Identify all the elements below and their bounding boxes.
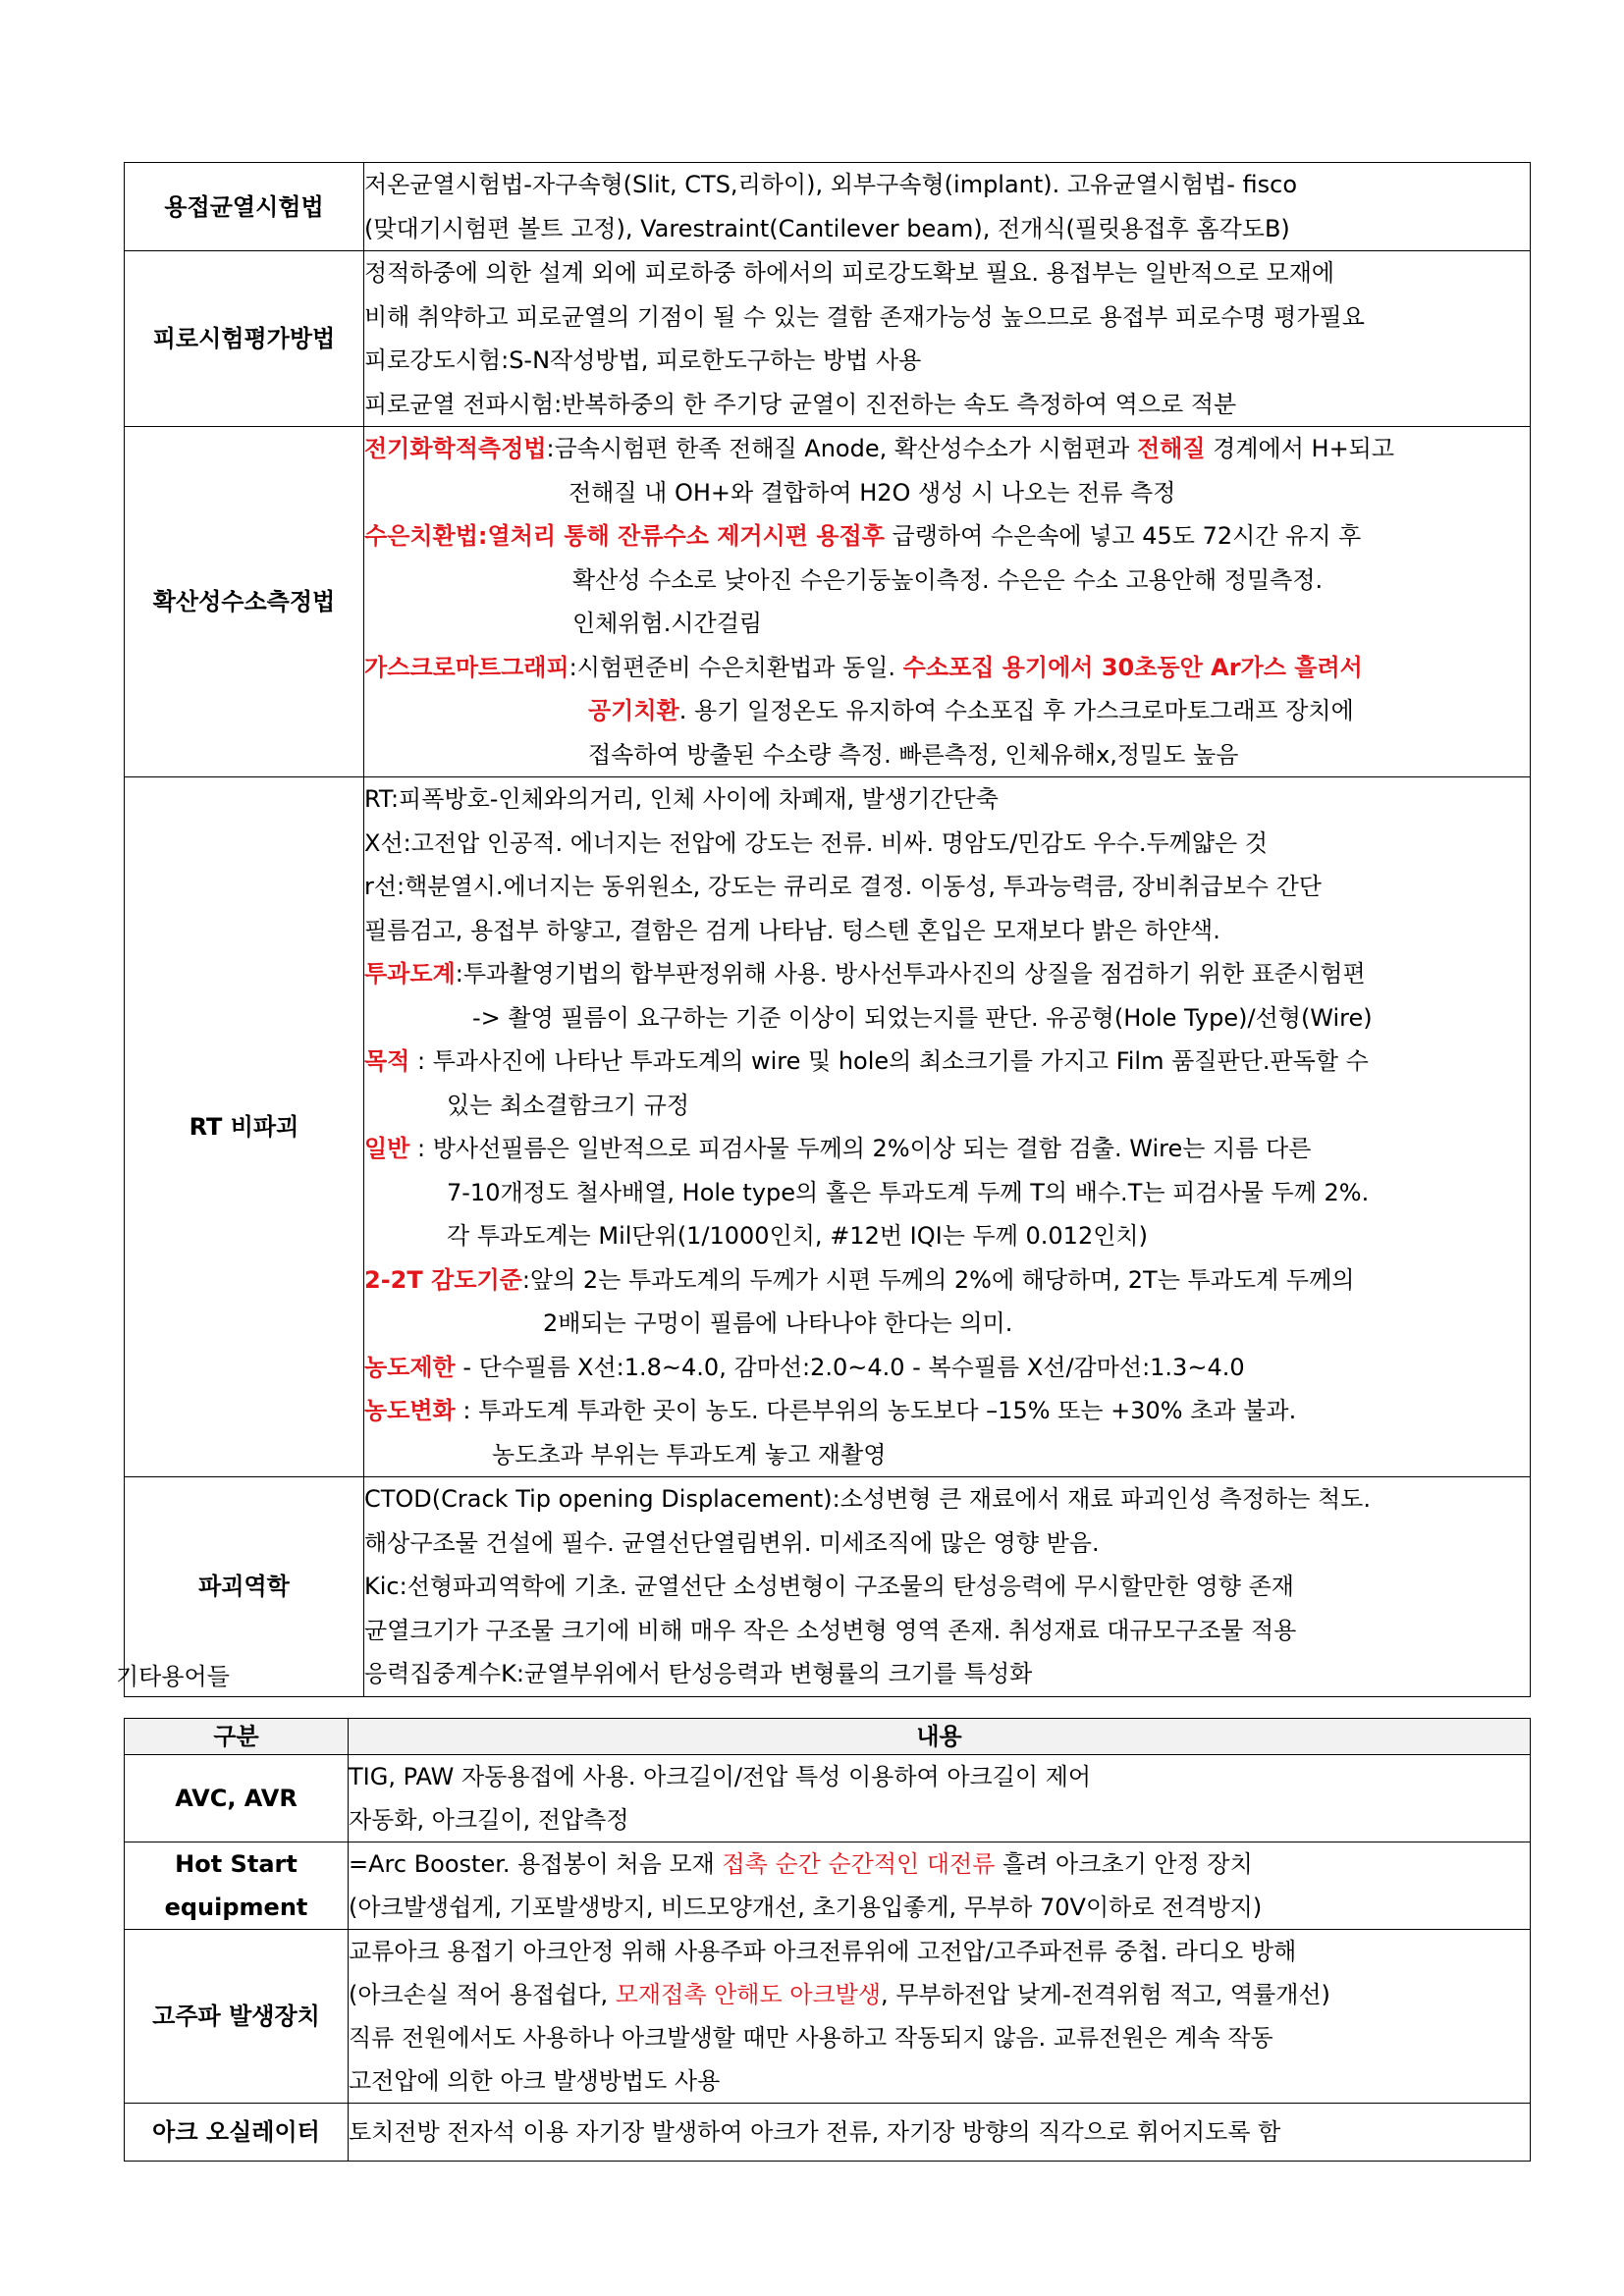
content-text: :시험편준비 수은치환법과 동일. xyxy=(568,653,903,681)
row-content-avc xyxy=(349,1755,1531,1842)
content-text: 경계에서 H+되고 xyxy=(1205,435,1395,462)
content-line: 직류 전원에서도 사용하나 아크발생할 때만 사용하고 작동되지 않음. 교류전원은 계속 작동 xyxy=(349,2024,1273,2052)
highlight-text: 모재접촉 안해도 아크발생 xyxy=(615,1981,881,2008)
content-line: 교류아크 용접기 아크안정 위해 사용주파 아크전류위에 고전압/고주파전류 중첩. 라디오 방해 xyxy=(349,1938,1297,1965)
content-line xyxy=(364,1346,1530,1390)
content-text: : 방사선필름은 일반적으로 피검사물 두께의 2%이상 되는 결함 검출. Wire는 지름 다른 xyxy=(409,1135,1312,1162)
content-line: 농도초과 부위는 투과도계 놓고 재촬영 xyxy=(492,1440,887,1468)
row-content-hot-start xyxy=(349,1842,1531,1930)
highlight-text: 가스크로마트그래피 xyxy=(364,653,569,681)
content-line: 확산성 수소로 낮아진 수은기둥높이측정. 수은은 수소 고용안해 정밀측정. xyxy=(572,565,1324,594)
table-header-row xyxy=(125,1719,1531,1755)
content-line: 피로강도시험:S-N작성방법, 피로한도구하는 방법 사용 xyxy=(364,347,922,374)
row-label-hydrogen: 확산성수소측정법 xyxy=(125,427,364,777)
content-line: 토치전방 전자석 이용 자기장 발생하여 아크가 전류, 자기장 방향의 직각으로 휘어지도록 함 xyxy=(349,2118,1281,2146)
highlight-text: 전해질 xyxy=(1136,435,1206,462)
section-title: 기타용어들 xyxy=(116,1663,230,1690)
content-line: RT:피폭방호-인체와의거리, 인체 사이에 차폐재, 발생기간단축 xyxy=(364,785,999,813)
row-content-rt xyxy=(364,777,1531,1477)
content-text: : 투과사진에 나타난 투과도계의 wire 및 hole의 최소크기를 가지고 Film 품질판단.판독할 수 xyxy=(409,1047,1369,1075)
content-line xyxy=(364,689,1530,733)
content-line: (아크발생쉽게, 기포발생방지, 비드모양개선, 초기용입좋게, 무부하 70V이하로 전격방지) xyxy=(349,1894,1263,1921)
table-row xyxy=(125,1842,1531,1930)
content-line: TIG, PAW 자동용접에 사용. 아크길이/전압 특성 이용하여 아크길이 제어 xyxy=(349,1763,1092,1790)
content-line: 각 투과도계는 Mil단위(1/1000인치, #12번 IQI는 두께 0.012인치) xyxy=(447,1222,1148,1250)
row-label-weld-crack: 용접균열시험법 xyxy=(125,163,364,251)
row-content-hf-generator xyxy=(349,1930,1531,2104)
content-line: 비해 취약하고 피로균열의 기점이 될 수 있는 결함 존재가능성 높으므로 용접부 피로수명 평가필요 xyxy=(364,302,1365,331)
row-content-fracture xyxy=(364,1477,1531,1697)
content-line: 자동화, 아크길이, 전압측정 xyxy=(349,1806,629,1834)
content-line xyxy=(364,952,1530,996)
content-line: 접속하여 방출된 수소량 측정. 빠른측정, 인체유해x,정밀도 높음 xyxy=(588,740,1239,769)
column-header-category: 구분 xyxy=(125,1719,349,1755)
content-line: 정적하중에 의한 설계 외에 피로하중 하에서의 피로강도확보 필요. 용접부는 일반적으로 모재에 xyxy=(364,259,1335,287)
content-line: 필름검고, 용접부 하얗고, 결함은 검게 나타남. 텅스텐 혼입은 모재보다 밝은 하얀색. xyxy=(364,916,1220,944)
content-line xyxy=(364,1389,1530,1433)
content-line: -> 촬영 필름이 요구하는 기준 이상이 되었는지를 판단. 유공형(Hole Type)/선형(Wire) xyxy=(472,1003,1373,1032)
content-text: : 투과도계 투과한 곳이 농도. 다른부위의 농도보다 –15% 또는 +30% 초과 불과. xyxy=(455,1397,1297,1424)
content-line: 고전압에 의한 아크 발생방법도 사용 xyxy=(349,2067,721,2095)
highlight-text: 2-2T 감도기준 xyxy=(364,1265,522,1294)
content-text: - 단수필름 X선:1.8~4.0, 감마선:2.0~4.0 - 복수필름 X선/감마선:1.3~4.0 xyxy=(455,1353,1245,1381)
row-content-weld-crack xyxy=(364,163,1531,251)
content-line xyxy=(364,514,1530,559)
row-label-fracture: 파괴역학 xyxy=(125,1477,364,1697)
content-line: 있는 최소결함크기 규정 xyxy=(447,1091,690,1119)
table-row xyxy=(125,1755,1531,1842)
table-row xyxy=(125,2104,1531,2162)
highlight-text: 농도변화 xyxy=(364,1397,456,1424)
highlight-text: 목적 xyxy=(364,1047,410,1075)
highlight-text: 수은치환법:열처리 통해 잔류수소 제거시편 용접후 xyxy=(364,522,885,550)
table-row xyxy=(125,777,1531,1477)
content-line: (맞대기시험편 볼트 고정), Varestraint(Cantilever beam), 전개식(필릿용접후 홈각도B) xyxy=(364,214,1290,242)
table-row xyxy=(125,251,1531,427)
content-text: 급랭하여 수은속에 넣고 45도 72시간 유지 후 xyxy=(884,522,1362,550)
content-line: 2배되는 구멍이 필름에 나타나야 한다는 의미. xyxy=(543,1309,1013,1337)
content-line: 응력집중계수K:균열부위에서 탄성응력과 변형률의 크기를 특성화 xyxy=(364,1660,1033,1687)
highlight-text: 공기치환 xyxy=(588,697,679,724)
content-line xyxy=(349,1842,1530,1886)
table-row xyxy=(125,163,1531,251)
highlight-text: 투과도계 xyxy=(364,960,456,988)
column-header-content: 내용 xyxy=(349,1719,1531,1755)
content-line xyxy=(364,427,1530,471)
table-row xyxy=(125,1477,1531,1697)
content-text: (아크손실 적어 용접쉽다, xyxy=(349,1981,616,2008)
row-label-avc: AVC, AVR xyxy=(125,1755,349,1842)
content-line: X선:고전압 인공적. 에너지는 전압에 강도는 전류. 비싸. 명암도/민감도 우수.두께얇은 것 xyxy=(364,828,1269,857)
content-line: 7-10개정도 철사배열, Hole type의 홀은 투과도계 두께 T의 배수.T는 피검사물 두께 2%. xyxy=(447,1178,1370,1206)
row-content-arc-oscillator xyxy=(349,2104,1531,2162)
content-line xyxy=(364,1040,1530,1084)
content-line: 균열크기가 구조물 크기에 비해 매우 작은 소성변형 영역 존재. 취성재료 대규모구조물 적용 xyxy=(364,1616,1297,1644)
highlight-text: 접촉 순간 순간적인 대전류 xyxy=(722,1850,996,1878)
content-line xyxy=(364,646,1530,690)
content-line xyxy=(364,1258,1530,1303)
content-line: 해상구조물 건설에 필수. 균열선단열림변위. 미세조직에 많은 영향 받음. xyxy=(364,1528,1100,1557)
row-label-hot-start xyxy=(125,1842,349,1930)
content-line: Kic:선형파괴역학에 기초. 균열선단 소성변형이 구조물의 탄성응력에 무시할만한 영향 존재 xyxy=(364,1573,1294,1600)
content-line: 전해질 내 OH+와 결합하여 H2O 생성 시 나오는 전류 측정 xyxy=(568,478,1176,507)
content-text: :금속시험편 한족 전해질 Anode, 확산성수소가 시험편과 xyxy=(546,435,1137,462)
label-line: equipment xyxy=(164,1894,308,1921)
content-text: , 무부하전압 낮게-전격위험 적고, 역률개선) xyxy=(881,1981,1330,2008)
other-terms-table xyxy=(124,1718,1531,2162)
content-text: :투과촬영기법의 합부판정위해 사용. 방사선투과사진의 상질을 점검하기 위한 표준시험편 xyxy=(455,960,1366,988)
content-line xyxy=(364,1127,1530,1171)
highlight-text: 수소포집 용기에서 30초동안 Ar가스 흘려서 xyxy=(902,653,1363,681)
content-line: 인체위험.시간걸림 xyxy=(572,610,763,637)
highlight-text: 농도제한 xyxy=(364,1353,456,1381)
content-text: . 용기 일정온도 유지하여 수소포집 후 가스크로마토그래프 장치에 xyxy=(678,697,1354,724)
table-row xyxy=(125,1930,1531,2104)
content-text: 흘려 아크초기 안정 장치 xyxy=(995,1850,1253,1878)
row-label-fatigue: 피로시험평가방법 xyxy=(125,251,364,427)
content-line: CTOD(Crack Tip opening Displacement):소성변형 큰 재료에서 재료 파괴인성 측정하는 척도. xyxy=(364,1485,1371,1513)
row-label-rt: RT 비파괴 xyxy=(125,777,364,1477)
table-row xyxy=(125,427,1531,777)
highlight-text: 일반 xyxy=(364,1135,410,1162)
row-content-hydrogen xyxy=(364,427,1531,777)
row-label-hf-generator: 고주파 발생장치 xyxy=(125,1930,349,2104)
weld-tests-table xyxy=(124,162,1531,1697)
content-line: 피로균열 전파시험:반복하중의 한 주기당 균열이 진전하는 속도 측정하여 역으로 적분 xyxy=(364,390,1237,418)
content-text: :앞의 2는 투과도계의 두께가 시편 두께의 2%에 해당하며, 2T는 투과도계 두께의 xyxy=(521,1265,1355,1294)
content-line: r선:핵분열시.에너지는 동위원소, 강도는 큐리로 결정. 이동성, 투과능력큼, 장비취급보수 간단 xyxy=(364,873,1322,900)
highlight-text: 전기화학적측정법 xyxy=(364,435,547,462)
label-line: Hot Start xyxy=(175,1850,298,1878)
content-line: 저온균열시험법-자구속형(Slit, CTS,리하이), 외부구속형(implant). 고유균열시험법- fisco xyxy=(364,171,1297,198)
content-text: =Arc Booster. 용접봉이 처음 모재 xyxy=(349,1850,723,1878)
row-label-arc-oscillator: 아크 오실레이터 xyxy=(125,2104,349,2162)
row-content-fatigue xyxy=(364,251,1531,427)
content-line xyxy=(349,1973,1530,2016)
